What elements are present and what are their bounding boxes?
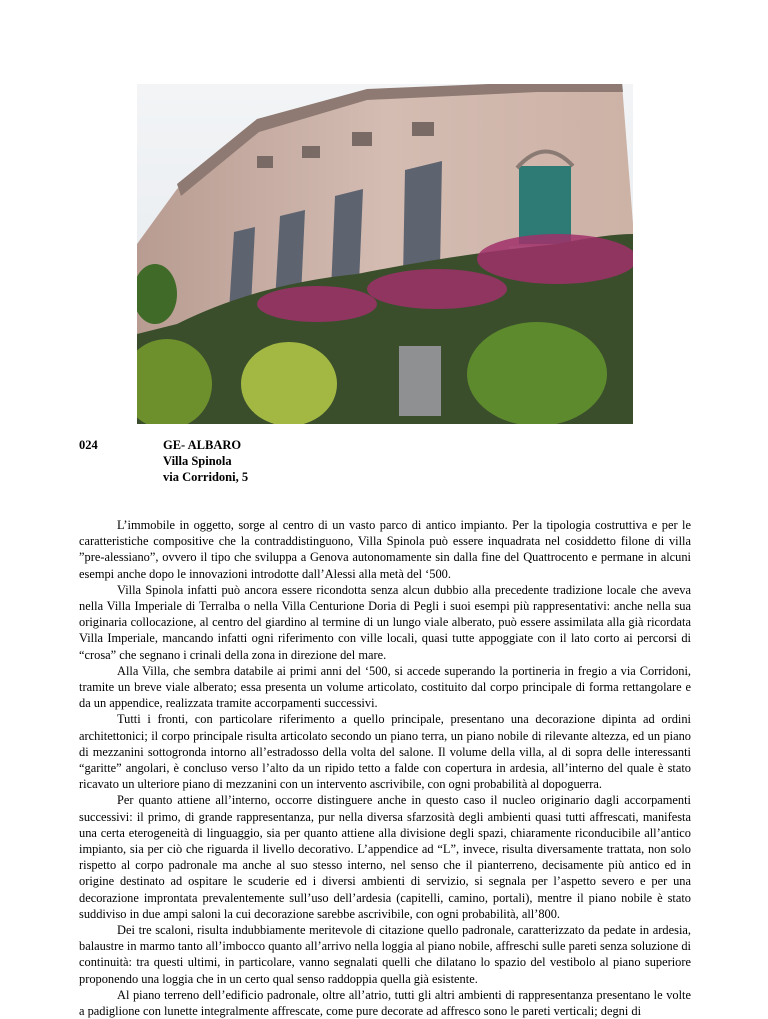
entry-code: 024 [79,438,98,452]
paragraph: Alla Villa, che sembra databile ai primi anni del ‘500, si accede superando la portineria in fregio a via Corridoni, tramite un breve viale alberato; essa presenta un volume articolato, costituito dal corpo principale di forma rettangolare e da un appendice, realizzata tramite accorpamenti successivi. [79,663,691,711]
paragraph: Tutti i fronti, con particolare riferimento a quello principale, presentano una decorazione dipinta ad ordini architettonici; il corpo principale risulta articolato secondo un piano terra, un piano nobile di rilevante altezza, ed un piano di mezzanini sottogronda intorno all’estradosso della volta del salone. Il volume della villa, al di sopra delle interessanti “garitte” angolari, è concluso verso l’alto da un ripido tetto a falde con copertura in ardesia, all’interno del quale è stato ricavato un ulteriore piano di mezzanini con un intervento ascrivibile, con ogni probabilità al dopoguerra. [79,712,691,792]
entry-address: via Corridoni, 5 [163,470,249,484]
paragraph: Villa Spinola infatti può ancora essere ricondotta senza alcun dubbio alla precedente tradizione locale che aveva nella Villa Imperiale di Terralba o nella Villa Centurione Doria di Pegli i suoi esempi più rappresentativi: anche nella sua originaria collocazione, al centro del giardino al termine di un lungo viale alberato, può essere assimilata alla già ricordata Villa Imperiale, mancando infatti ogni riferimento con ville locali, quasi tutte appoggiate con il lato corto ai percorsi di “crosa” che segnano i crinali della zona in direzione del mare. [79,582,691,662]
entry-name: Villa Spinola [163,454,232,468]
paragraph: Al piano terreno dell’edificio padronale, oltre all’atrio, tutti gli altri ambienti di rappresentanza presentano le volte a padiglione con lunette integralmente affrescate, come pure decorate ad affresco sono le pareti verticali; degni di [79,987,691,1019]
villa-photo [137,84,633,424]
body-text [79,517,691,1019]
villa-facade-illustration [137,84,633,424]
paragraph: Per quanto attiene all’interno, occorre distinguere anche in questo caso il nucleo originario dagli accorpamenti successivi: il primo, di grande rappresentanza, pur nella diversa sfarzosità degli ambienti quasi tutti affrescati, manifesta una certa eterogeneità di linguaggio, sia per quanto attiene alla divisione degli spazi, chiaramente riconducibile all’antico impianto, sia per ciò che riguarda il livello decorativo. L’appendice ad “L”, invece, risulta diversamente trattata, non solo rispetto al corpo padronale ma anche al suo stesso interno, nel senso che il pianterreno, decisamente più antico ed in origine destinato ad ospitare le scuderie ed i diversi ambienti di servizio, si segnala per l’aspetto severo e per una decorazione improntata prevalentemente sull’uso dell’ardesia (capitelli, camino, portali), mentre il piano nobile è stato suddiviso in due ampi saloni la cui decorazione sarebbe ascrivibile, con ogni probabilità, all’800. [79,793,691,921]
paragraph: L’immobile in oggetto, sorge al centro di un vasto parco di antico impianto. Per la tipologia costruttiva e per le caratteristiche compositive che la contraddistinguono, Villa Spinola può essere inquadrata nel cosiddetto filone di villa ”pre-alessiano”, ovvero il tipo che sviluppa a Genova autonomamente sin dalla fine del Quattrocento e permane in alcuni esempi anche dopo le innovazioni introdotte dall’Alessi alla metà del ‘500. [79,518,691,581]
paragraph: Dei tre scaloni, risulta indubbiamente meritevole di citazione quello padronale, caratterizzato da pedate in ardesia, balaustre in marmo tanto all’imbocco quanto all’arrivo nella loggia al piano nobile, affreschi sulle pareti senza soluzione di continuità: tra questi ultimi, in particolare, vanno segnalati quelli che dilatano lo spazio del vestibolo al piano superiore proponendo una loggia che in un certo qual senso raddoppia quella già esistente. [79,923,691,986]
entry-heading [163,437,248,485]
entry-location: GE- ALBARO [163,438,242,452]
